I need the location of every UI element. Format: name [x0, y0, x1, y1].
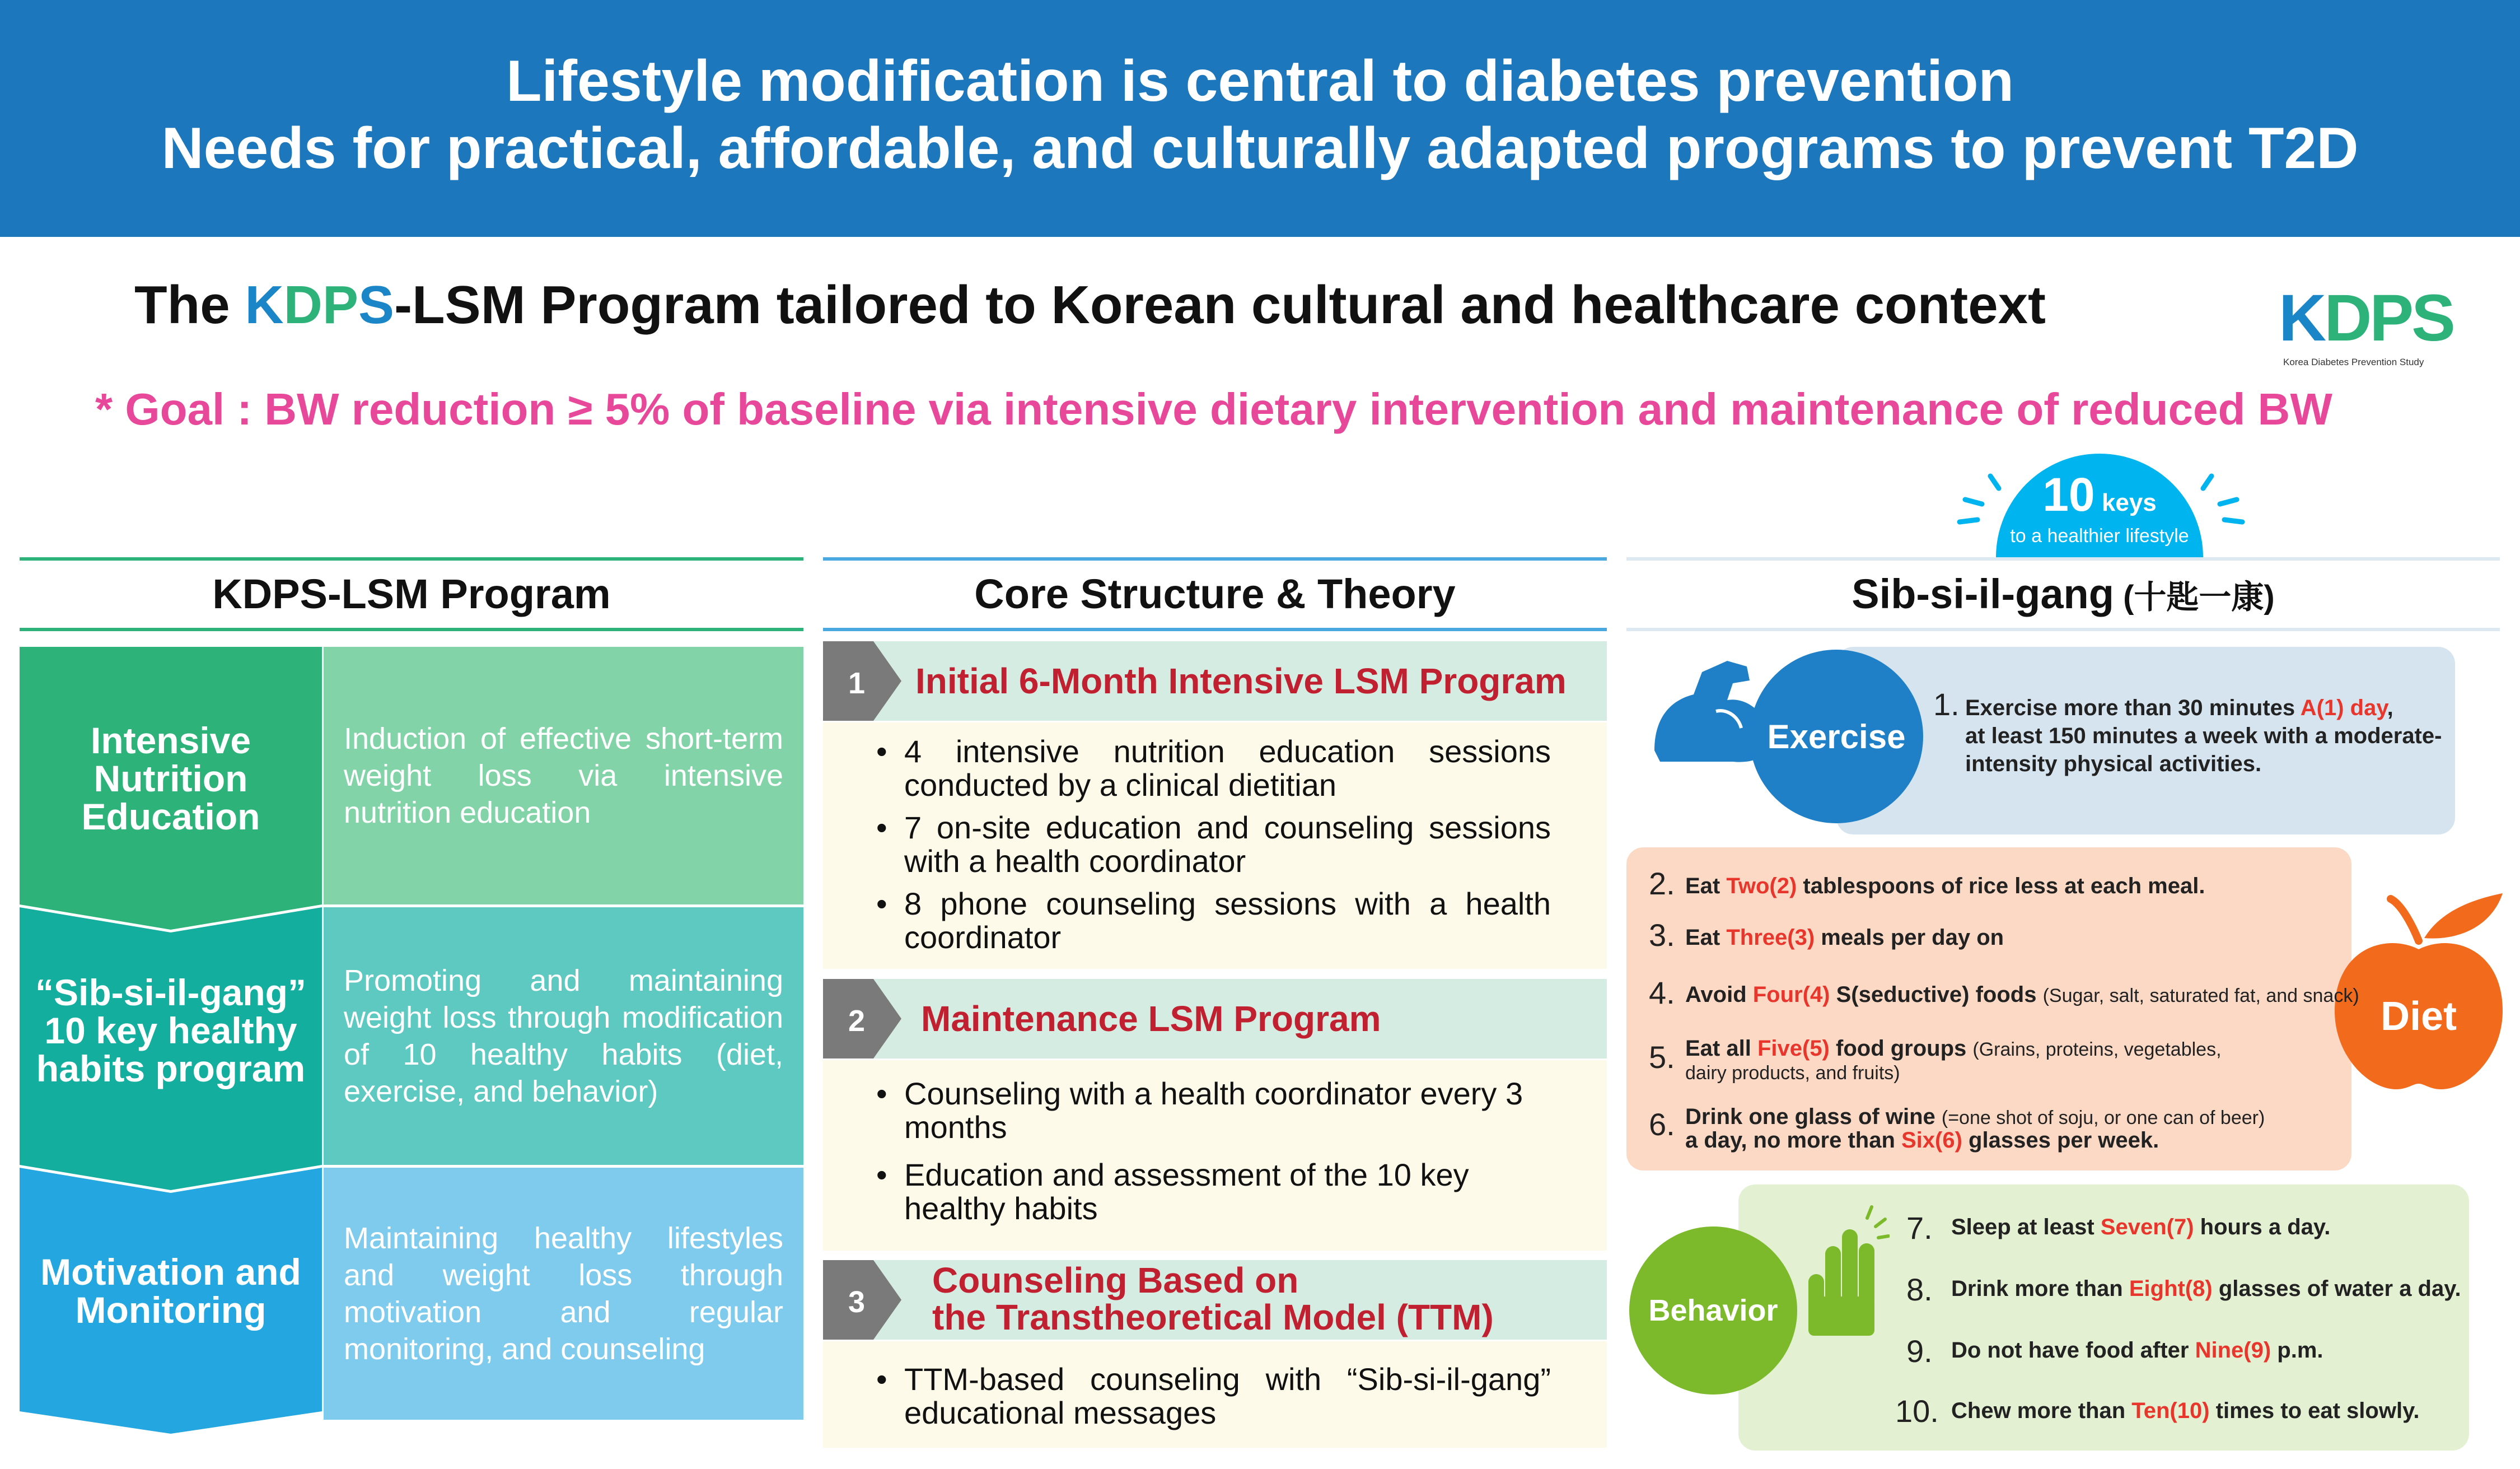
habit-number: 10.	[1895, 1393, 1939, 1429]
stage-motivation-monitoring-desc: Maintaining healthy lifestyles and weight loss through motivation and regular monitoring, and counseling	[324, 1168, 803, 1420]
habit-9: Do not have food after Nine(9) p.m.	[1951, 1338, 2323, 1363]
section-2-title: Maintenance LSM Program	[921, 999, 1381, 1039]
section-3-bullet: • TTM-based counseling with “Sib-si-il-gang” educational messages	[904, 1363, 1551, 1430]
logo-word: KDPS	[2279, 281, 2453, 355]
habit-6: Drink one glass of wine (=one shot of soju, or one can of beer)	[1685, 1104, 2265, 1129]
title-s: S	[358, 275, 395, 335]
section-2-header	[823, 979, 1607, 1058]
stage-intensive-nutrition-desc: Induction of effective short-term weight loss via intensive nutrition education	[324, 647, 803, 904]
habit-number: 7.	[1906, 1210, 1933, 1246]
habit-1-line-2: at least 150 minutes a week with a moderate-	[1965, 724, 2442, 748]
habit-number: 5.	[1649, 1039, 1675, 1075]
sibsi-hanja: (十匙一康)	[2114, 579, 2275, 615]
logo-subtitle: Korea Diabetes Prevention Study	[2283, 357, 2424, 367]
behavior-circle: Behavior	[1629, 1227, 1797, 1395]
header-banner	[0, 0, 2520, 237]
habit-5-line-2: dairy products, and fruits)	[1685, 1062, 1900, 1084]
badge-number: 10	[2042, 468, 2095, 521]
column-header-sibsi	[1626, 557, 2500, 631]
section-2-bullet: • Education and assessment of the 10 key healthy habits	[904, 1158, 1537, 1225]
diet-label: Diet	[2380, 994, 2457, 1039]
section-3-body	[823, 1341, 1607, 1448]
habit-6-line-2: a day, no more than Six(6) glasses per week.	[1685, 1128, 2159, 1153]
banner-line-1: Lifestyle modification is central to diabetes prevention	[506, 49, 2014, 114]
column-header-core: Core Structure & Theory	[823, 557, 1607, 631]
habit-number: 6.	[1649, 1107, 1675, 1142]
habit-8: Drink more than Eight(8) glasses of water a day.	[1951, 1276, 2461, 1301]
kdps-logo	[2279, 260, 2453, 372]
habit-2: Eat Two(2) tablespoons of rice less at each meal.	[1685, 874, 2205, 898]
habit-number: 1.	[1933, 687, 1960, 722]
stage-sibsi-program-desc: Promoting and maintaining weight loss through modification of 10 healthy habits (diet, exercise, and behavior)	[324, 907, 803, 1165]
title-dp: DP	[283, 275, 359, 335]
section-1-title: Initial 6-Month Intensive LSM Program	[915, 661, 1567, 701]
habit-10: Chew more than Ten(10) times to eat slowly.	[1951, 1398, 2420, 1423]
banner-line-2: Needs for practical, affordable, and culturally adapted programs to prevent T2D	[161, 116, 2359, 181]
column-header-program: KDPS-LSM Program	[20, 557, 803, 631]
section-2-bullet: • Counseling with a health coordinator every 3 months	[904, 1077, 1537, 1144]
habit-1-line-3: intensity physical activities.	[1965, 752, 2262, 776]
section-2-number: 2	[848, 1004, 866, 1038]
section-1-number: 1	[848, 666, 866, 700]
goal-text: * Goal : BW reduction ≥ 5% of baseline via intensive dietary intervention and maintenance of reduced BW	[95, 384, 2332, 434]
section-3-title-line-1: Counseling Based on	[932, 1260, 1299, 1300]
section-1-bullet: • 4 intensive nutrition education sessions conducted by a clinical dietitian	[904, 735, 1551, 802]
habit-number: 3.	[1649, 917, 1675, 953]
habit-3: Eat Three(3) meals per day on	[1685, 925, 2004, 950]
habit-5: Eat all Five(5) food groups (Grains, proteins, vegetables,	[1685, 1036, 2222, 1061]
badge-word: keys	[2101, 489, 2157, 516]
section-1-bullet: • 8 phone counseling sessions with a health coordinator	[904, 887, 1551, 954]
stage-motivation-monitoring: Motivation and Monitoring	[40, 1251, 301, 1331]
habit-1: Exercise more than 30 minutes A(1) day,	[1965, 696, 2393, 720]
habit-4: Avoid Four(4) S(seductive) foods (Sugar, salt, saturated fat, and snack)	[1685, 982, 2359, 1007]
habit-number: 8.	[1906, 1272, 1933, 1307]
habit-number: 4.	[1649, 975, 1675, 1010]
stage-intensive-nutrition: Intensive Nutrition Education	[81, 720, 260, 837]
badge-subtitle: to a healthier lifestyle	[2010, 525, 2189, 547]
raised-hand-icon	[1806, 1196, 1890, 1336]
section-2-body	[823, 1060, 1607, 1251]
title-k: K	[245, 275, 284, 335]
section-3-header	[823, 1260, 1607, 1340]
title-suffix: -LSM Program tailored to Korean cultural and healthcare context	[394, 275, 2046, 335]
exercise-circle: Exercise	[1750, 650, 1923, 823]
habit-number: 2.	[1649, 866, 1675, 901]
badge-rays-icon	[1943, 459, 2262, 538]
section-1-header	[823, 641, 1607, 721]
title-prefix: The	[134, 275, 245, 335]
habit-number: 9.	[1906, 1333, 1933, 1369]
page-title	[134, 274, 2046, 336]
section-3-title-line-2: the Transtheoretical Model (TTM)	[932, 1297, 1494, 1337]
section-1-bullet: • 7 on-site education and counseling sessions with a health coordinator	[904, 811, 1551, 878]
section-3-number: 3	[848, 1285, 866, 1319]
habit-7: Sleep at least Seven(7) hours a day.	[1951, 1215, 2331, 1239]
stage-sibsi-program: “Sib-si-il-gang” 10 key healthy habits program	[35, 972, 306, 1089]
section-1-body	[823, 722, 1607, 969]
sibsi-title: Sib-si-il-gang	[1852, 571, 2114, 617]
